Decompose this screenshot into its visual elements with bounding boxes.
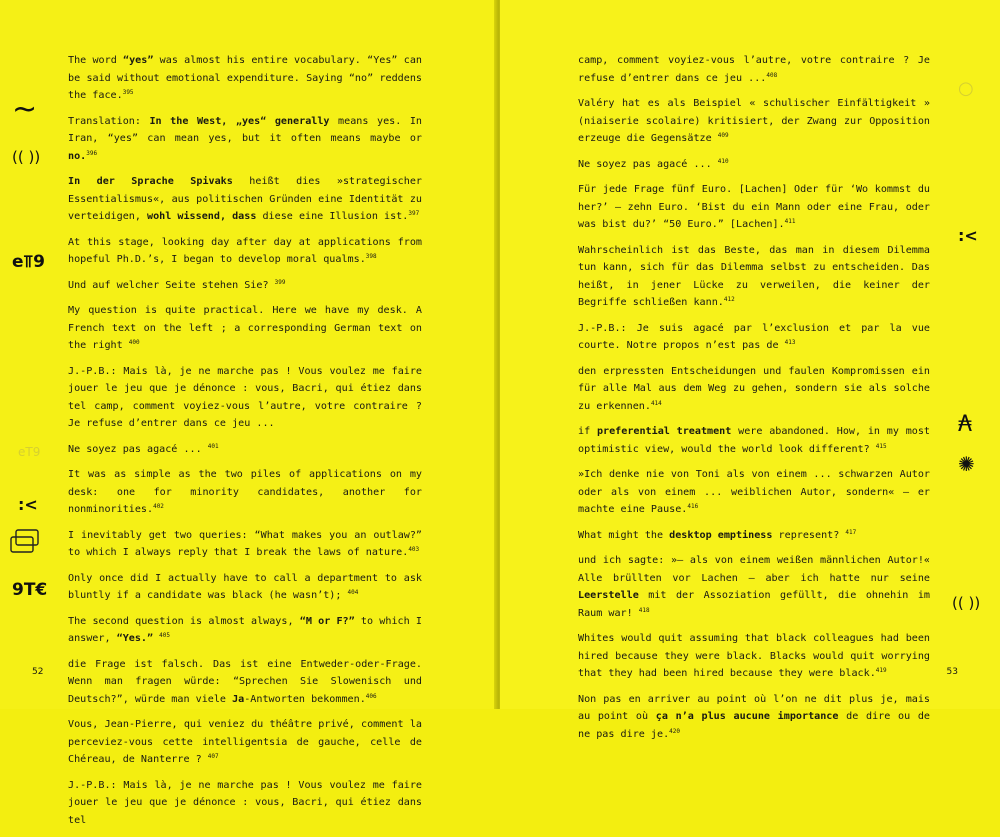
austral-sign-glyph: ₳ (958, 412, 972, 437)
paragraph (578, 95, 930, 148)
footnote-ref: 401 (207, 442, 219, 450)
footnote-ref: 413 (784, 339, 796, 346)
footnote-ref: 419 (875, 667, 887, 674)
paragraph (68, 441, 422, 459)
text-run: Für jede Frage fünf Euro. [Lachen] Oder für ‘Wo kommst du her?’ – zehn Euro. ‘Bist du ein Mann oder eine Frau, oder was bist du?’ “50 Euro.” [Lachen]. (578, 184, 930, 230)
paragraph (578, 242, 930, 312)
text-run: It was as simple as the two piles of applications on my desk: one for minority candidates, another for nonminorities. (68, 469, 422, 515)
footnote-ref: 414 (650, 399, 662, 407)
bold-text: wohl wissend, dass (147, 211, 257, 222)
paragraph (68, 527, 422, 562)
text-run: What might the (578, 529, 670, 541)
footnote-ref: 395 (122, 89, 134, 96)
footnote-ref: 396 (86, 149, 98, 157)
footnote-ref: 408 (766, 71, 778, 79)
paragraph (578, 466, 930, 519)
text-run: Valéry hat es als Beispiel « schulischer Einfältigkeit » (niaiserie scolaire) kritisiert, der Zwang zur Opposition erzeuge die Gegensätze (578, 98, 930, 144)
paragraph (578, 630, 930, 683)
bold-text: Ja (232, 693, 245, 705)
text-run: de dire ou de ne pas dire je. (578, 711, 930, 740)
paragraph (68, 656, 422, 709)
text-run: represent? (772, 529, 846, 541)
faded-et9-glyph: eT9 (18, 445, 41, 459)
paragraph (578, 527, 930, 545)
text-run: heißt dies »strategischer Essentialismus«, aus politischen Gründen eine Identität zu verteidigen, (68, 176, 422, 222)
footnote-ref: 400 (128, 339, 140, 346)
paragraph (578, 552, 930, 622)
text-run: Wahrscheinlich ist das Beste, das man in diesem Dilemma tun kann, sich für das Dilemma selbst zu entscheiden. Das heißt, in jener Lücke zu verweilen, die keiner der Begriffe schließen kann. (578, 244, 930, 308)
text-run: Ne soyez pas agacé ... (68, 443, 208, 455)
page-number-left: 52 (32, 667, 44, 677)
page-number-right: 53 (946, 667, 958, 677)
text-run: Und auf welcher Seite stehen Sie? (68, 279, 275, 291)
text-run: was almost his entire vocabulary. “Yes” can be said without emotional expenditure. Saying “no” reddens the face. (68, 55, 422, 101)
text-run: I inevitably get two queries: “What makes you an outlaw?” to which I always reply that I break the laws of nature. (68, 529, 422, 558)
bold-text: preferential treatment (596, 426, 732, 437)
text-run: Only once did I actually have to call a department to ask bluntly if a candidate was black (he wasn’t); (68, 572, 422, 601)
text-run: die Frage ist falsch. Das ist eine Entweder-oder-Frage. Wenn man fragen würde: “Sprechen Sie Slowenisch und Deutsch?”, würde man viele (68, 658, 422, 705)
text-run: J.-P.B.: Mais là, je ne marche pas ! Vous voulez me faire jouer le jeu que je dénonce : vous, Bacri, qui étiez dans tel (68, 779, 422, 826)
footnote-ref: 418 (638, 606, 650, 614)
text-run: At this stage, looking day after day at applications from hopeful Ph.D.’s, I began to develop moral qualms. (68, 236, 422, 265)
footnote-ref: 410 (717, 157, 729, 165)
bold-text: ça n’a plus aucune importance (655, 711, 839, 722)
bold-text: “Yes.” (116, 633, 154, 644)
left-page (0, 0, 496, 826)
bold-text: In der Sprache Spivaks (68, 176, 233, 187)
footnote-ref: 415 (875, 442, 887, 450)
paragraph (578, 52, 930, 87)
right-text-column (578, 52, 930, 751)
paragraph (68, 234, 422, 269)
text-run: were abandoned. How, in my most optimistic view, would the world look different? (578, 426, 931, 455)
text-run: mit der Assoziation gefüllt, die ohnehin im Raum war! (578, 590, 930, 619)
bold-text: In the West, „yes“ generally (149, 115, 330, 127)
paragraph (68, 363, 422, 433)
footnote-ref: 412 (723, 296, 735, 303)
footnote-ref: 404 (347, 589, 359, 596)
footnote-ref: 398 (365, 253, 377, 260)
bold-text: Leerstelle (578, 590, 639, 601)
paragraph (68, 113, 422, 166)
footnote-ref: 411 (784, 218, 796, 225)
footnote-ref: 399 (274, 278, 286, 286)
footnote-ref: 409 (717, 132, 729, 139)
left-text-column (68, 52, 422, 837)
text-run: J.-P.B.: Mais là, je ne marche pas ! Vous voulez me faire jouer le jeu que je dénonce : vous, Bacri, qui étiez dans tel camp, comment voyiez-vous l’autre, votre contraire ? Je refuse d’entrer dans ce jeu ... (68, 365, 422, 429)
text-run: camp, comment voyiez-vous l’autre, votre contraire ? Je refuse d’entrer dans ce jeu ... (578, 55, 930, 84)
footnote-ref: 402 (153, 503, 164, 510)
bold-text: no. (68, 150, 87, 162)
bold-text: desktop emptiness (669, 529, 773, 541)
text-run: Ne soyez pas agacé ... (578, 158, 718, 170)
paragraph (68, 173, 422, 226)
double-parens-glyph-right: (( )) (952, 594, 981, 612)
paragraph (578, 423, 930, 458)
colon-less-glyph-right: :< (958, 226, 978, 245)
footnote-ref: 420 (669, 727, 680, 735)
text-run: und ich sagte: »– als von einem weißen männlichen Autor!« Alle brüllten vor Lachen – aber ich hatte nur seine (578, 555, 930, 584)
text-run: Whites would quit assuming that black colleagues had been hired because they were black. Blacks would quit worrying that they had been hired because they were black. (578, 633, 930, 679)
paragraph (578, 363, 930, 416)
text-run: means yes. In Iran, “yes” can mean yes, but it often means maybe or (68, 115, 422, 144)
footnote-ref: 403 (408, 546, 420, 553)
footnote-ref: 407 (207, 753, 219, 760)
text-run: to which I answer, (68, 615, 422, 644)
text-run: if (578, 426, 597, 437)
double-parens-glyph: (( )) (12, 148, 41, 166)
text-run: J.-P.B.: Je suis agacé par l’exclusion et par la vue courte. Notre propos n’est pas de (578, 322, 930, 351)
faded-circle-glyph: ○ (958, 78, 974, 99)
text-run: Vous, Jean-Pierre, qui veniez du théâtre privé, comment la perceviez-vous cette intelligentsia de gauche, celle de Chéreau, de Nanterre ? (68, 719, 422, 765)
paragraph (578, 320, 930, 355)
text-run: The word (68, 55, 124, 66)
text-run: The second question is almost always, (68, 615, 300, 627)
colon-less-glyph: :< (18, 495, 38, 514)
paragraph (578, 156, 930, 174)
paragraph (68, 716, 422, 769)
footnote-ref: 405 (159, 632, 171, 639)
paragraph (68, 613, 422, 648)
9t-euro-glyph: 9T€ (12, 580, 48, 600)
bold-text: “M or F?” (299, 615, 355, 627)
footnote-ref: 417 (845, 528, 857, 536)
text-run: »Ich denke nie von Toni als von einem ... schwarzen Autor oder als von einem ... weiblichen Autor, sondern« – er machte eine Pause. (578, 469, 930, 515)
text-run: My question is quite practical. Here we have my desk. A French text on the left ; a corresponding German text on the right (68, 305, 422, 351)
tilde-glyph: ~ (12, 92, 38, 127)
paragraph (68, 277, 422, 295)
paragraph (68, 570, 422, 605)
paragraph (68, 52, 422, 105)
right-page (500, 0, 1000, 740)
overlapping-squares-icon (8, 528, 42, 556)
paragraph (68, 777, 422, 830)
paragraph (68, 302, 422, 355)
bold-text: “yes” (123, 55, 154, 66)
footnote-ref: 397 (408, 210, 420, 217)
paragraph (68, 466, 422, 519)
sun-burst-glyph: ✺ (958, 452, 975, 476)
text-run: -Antworten bekommen. (244, 693, 366, 705)
footnote-ref: 416 (687, 503, 699, 510)
footnote-ref: 406 (365, 692, 377, 700)
text-run: Non pas en arriver au point où l’on ne dit plus je, mais au point où (578, 693, 930, 722)
paragraph (578, 691, 930, 744)
euro-t-glyph: e⫪9 (12, 252, 45, 272)
text-run: den erpressten Entscheidungen und faulen Kompromissen ein für alle Mal aus dem Weg zu gehen, sondern sie als solche zu erkennen. (578, 365, 930, 412)
text-run: diese eine Illusion ist. (256, 211, 409, 222)
paragraph (578, 181, 930, 234)
text-run: Translation: (68, 115, 150, 127)
